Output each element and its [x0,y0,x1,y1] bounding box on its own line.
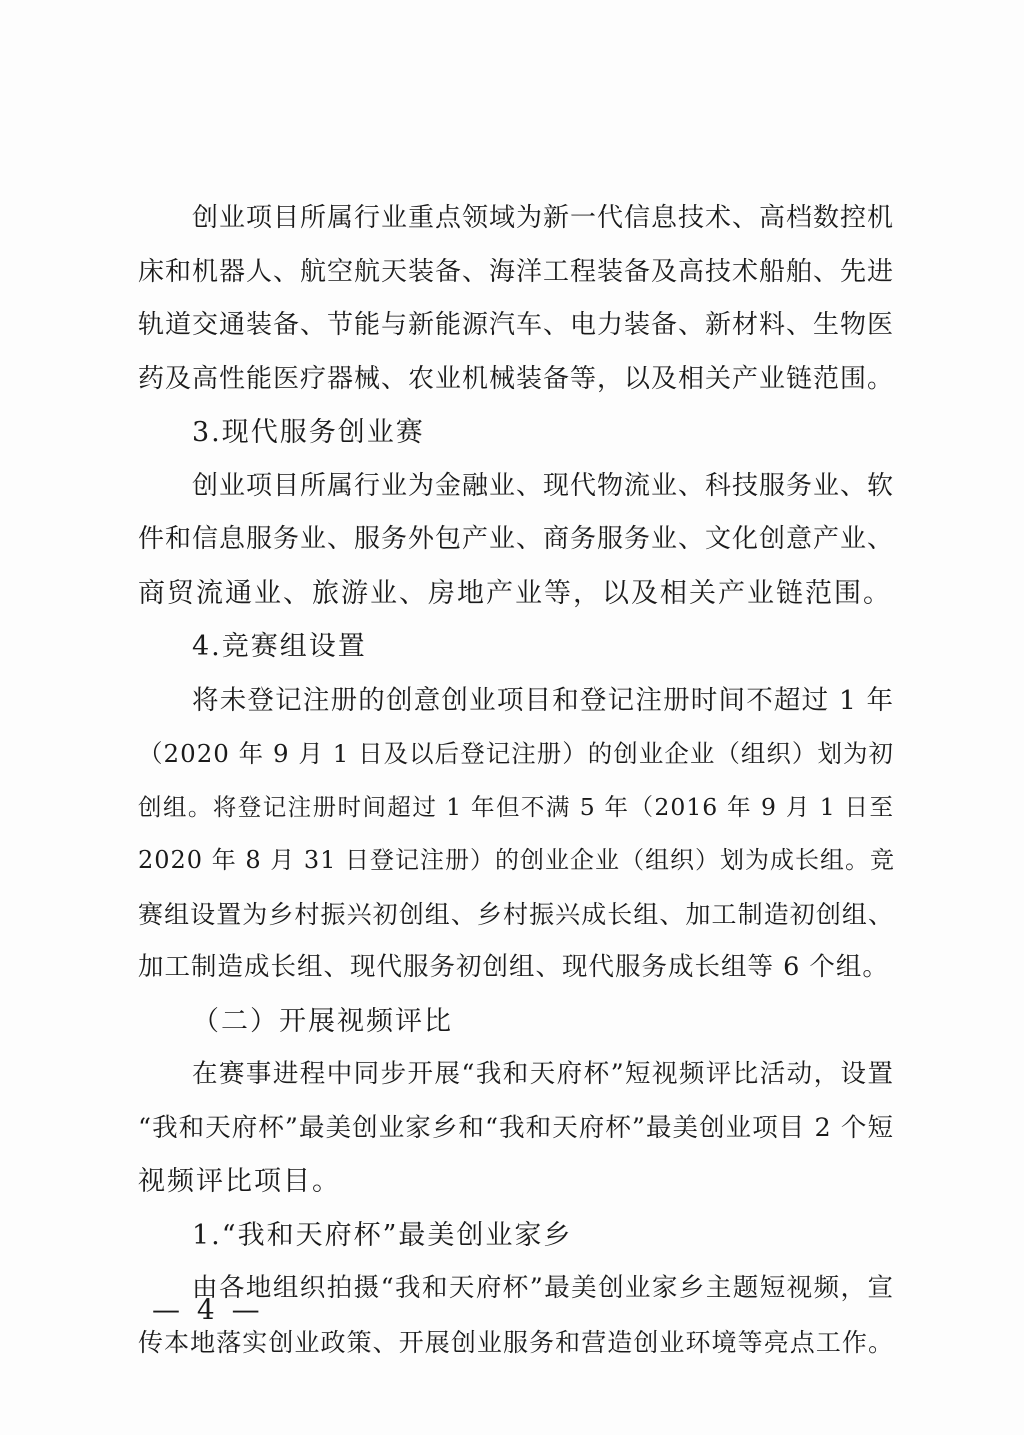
body-line: 创业项目所属行业重点领域为新一代信息技术、高档数控机 [192,203,895,233]
section-heading: 4.竞赛组设置 [192,631,367,662]
body-line: 视频评比项目。 [138,1166,341,1197]
body-line: 在赛事进程中同步开展“我和天府杯”短视频评比活动，设置 [192,1059,894,1089]
body-line: 2020 年 8 月 31 日登记注册）的创业企业（组织）划为成长组。竞 [138,846,896,874]
page-number: — 4 — [152,1293,264,1326]
body-line: 件和信息服务业、服务外包产业、商务服务业、文化创意产业、 [138,524,895,554]
body-line: 创组。将登记注册时间超过 1 年但不满 5 年（2016 年 9 月 1 日至 [138,792,894,821]
body-line: 将未登记注册的创意创业项目和登记注册时间不超过 1 年 [192,684,894,716]
body-line: 轨道交通装备、节能与新能源汽车、电力装备、新材料、生物医 [138,310,895,340]
body-line: 由各地组织拍摄“我和天府杯”最美创业家乡主题短视频，宣 [192,1273,894,1303]
body-line: 传本地落实创业政策、开展创业服务和营造创业环境等亮点工作。 [138,1327,894,1357]
section-heading: 1.“我和天府杯”最美创业家乡 [192,1219,573,1251]
body-line: “我和天府杯”最美创业家乡和“我和天府杯”最美创业项目 2 个短 [138,1112,894,1143]
section-heading: （二）开展视频评比 [192,1005,453,1037]
section-heading: 3.现代服务创业赛 [192,417,425,448]
body-line: 床和机器人、航空航天装备、海洋工程装备及高技术船舶、先进 [138,256,895,287]
body-line: 商贸流通业、旅游业、房地产业等，以及相关产业链范围。 [138,577,892,609]
body-line: 创业项目所属行业为金融业、现代物流业、科技服务业、软 [192,470,895,501]
body-line: 加工制造成长组、现代服务初创组、现代服务成长组等 6 个组。 [138,952,889,982]
body-line: （2020 年 9 月 1 日及以后登记注册）的创业企业（组织）划为初 [138,739,894,768]
body-line: 药及高性能医疗器械、农业机械装备等，以及相关产业链范围。 [138,363,895,394]
body-line: 赛组设置为乡村振兴初创组、乡村振兴成长组、加工制造初创组、 [138,899,894,929]
document-body [138,192,894,1369]
